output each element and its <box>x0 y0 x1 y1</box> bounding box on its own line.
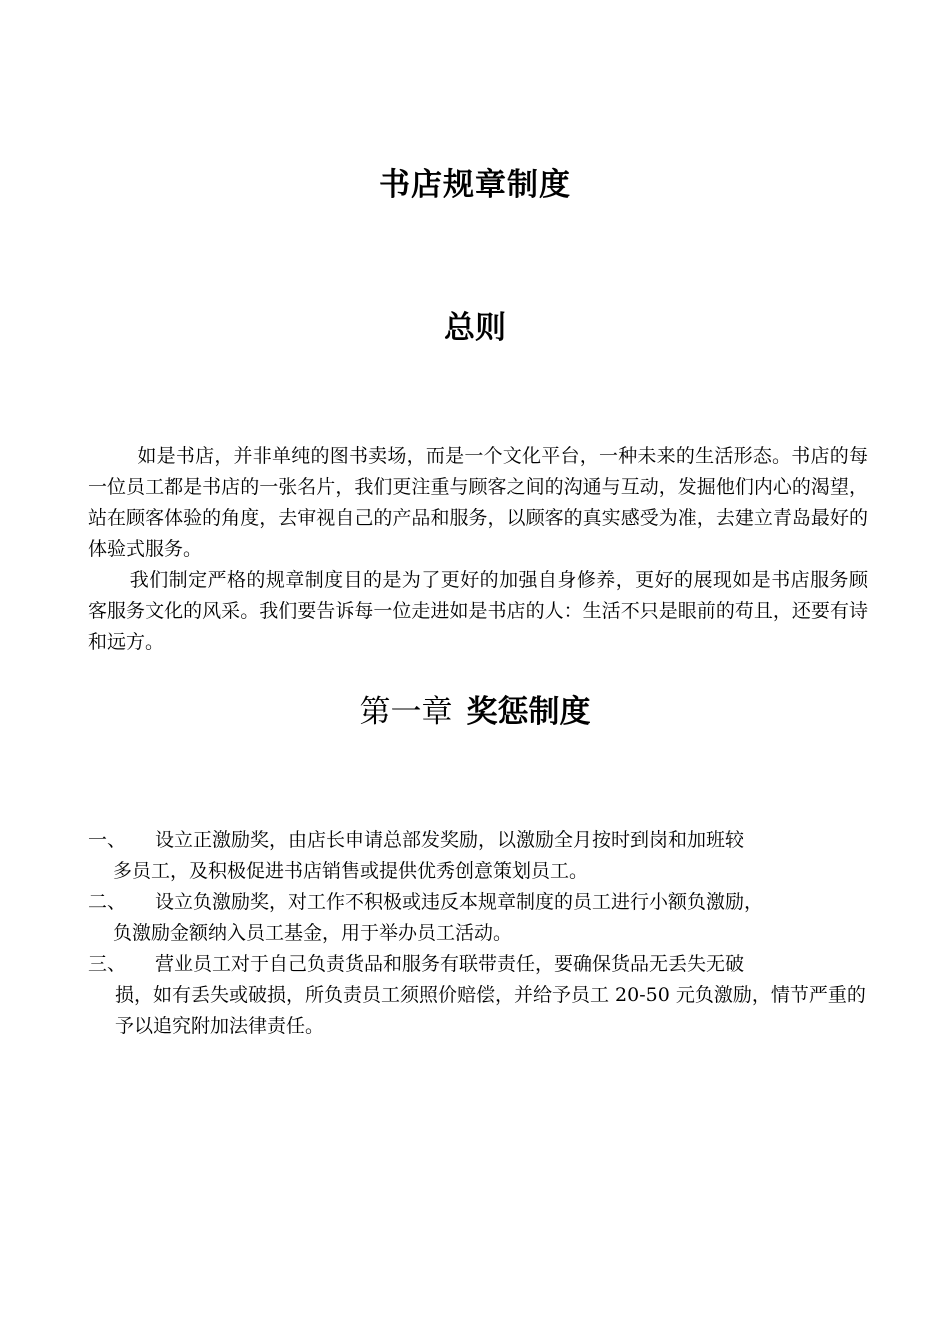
chapter-name: 奖惩制度 <box>466 694 591 730</box>
list-item-continuation: 多员工，及积极促进书店销售或提供优秀创意策划员工。 <box>113 860 589 882</box>
list-item-first-line: 营业员工对于自己负责货品和服务有联带责任，要确保货品无丢失无破 <box>155 953 745 975</box>
general-section-body <box>88 441 868 658</box>
list-item <box>88 887 873 949</box>
list-item-continuation: 损，如有丢失或破损，所负责员工须照价赔偿，并给予员工 20-50 元负激励，情节严重的予以追究附加法律责任。 <box>115 984 866 1037</box>
general-section-heading: 总则 <box>444 310 506 346</box>
list-marker: 三、 <box>88 953 127 975</box>
document-title: 书店规章制度 <box>379 167 571 203</box>
chapter-one-heading <box>0 690 950 734</box>
list-item-first-line: 设立正激励奖，由店长申请总部发奖励，以激励全月按时到岗和加班较 <box>155 829 745 851</box>
chapter-one-list <box>88 825 873 1042</box>
general-paragraph-2: 我们制定严格的规章制度目的是为了更好的加强自身修养，更好的展现如是书店服务顾客服务文化的风采。我们要告诉每一位走进如是书店的人：生活不只是眼前的苟且，还要有诗和远方。 <box>88 569 868 653</box>
list-marker: 一、 <box>88 829 127 851</box>
list-marker: 二、 <box>88 891 127 913</box>
list-item <box>88 949 873 1042</box>
general-paragraph-1: 如是书店，并非单纯的图书卖场，而是一个文化平台，一种未来的生活形态。书店的每一位员工都是书店的一张名片，我们更注重与顾客之间的沟通与互动，发掘他们内心的渴望，站在顾客体验的角度，去审视自己的产品和服务，以顾客的真实感受为准，去建立青岛最好的体验式服务。 <box>88 445 868 560</box>
list-item-continuation: 负激励金额纳入员工基金，用于举办员工活动。 <box>113 922 513 944</box>
list-item <box>88 825 873 887</box>
list-item-first-line: 设立负激励奖，对工作不积极或违反本规章制度的员工进行小额负激励， <box>155 891 764 913</box>
chapter-number: 第一章 <box>359 694 453 730</box>
